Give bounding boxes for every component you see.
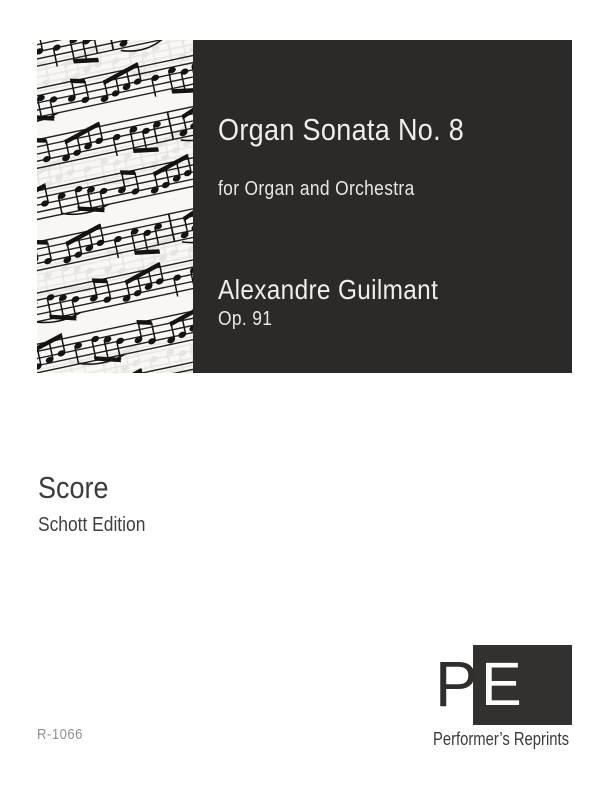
publisher-name: Performer’s Reprints [433, 728, 569, 749]
composer-name: Alexandre Guilmant [218, 274, 439, 305]
opus-number: Op. 91 [218, 308, 273, 330]
imprint-block [38, 469, 161, 537]
publisher-logo [433, 645, 578, 747]
work-subtitle: for Organ and Orchestra [218, 178, 415, 200]
logo-letter-e: E [481, 650, 522, 718]
cover-block [37, 40, 572, 373]
format-label: Score [38, 470, 109, 505]
work-title: Organ Sonata No. 8 [218, 112, 465, 147]
sheet-music-image [37, 40, 193, 373]
catalog-number: R-1066 [37, 726, 83, 743]
logo-letter-p: P [435, 648, 478, 720]
edition-label: Schott Edition [38, 514, 146, 536]
